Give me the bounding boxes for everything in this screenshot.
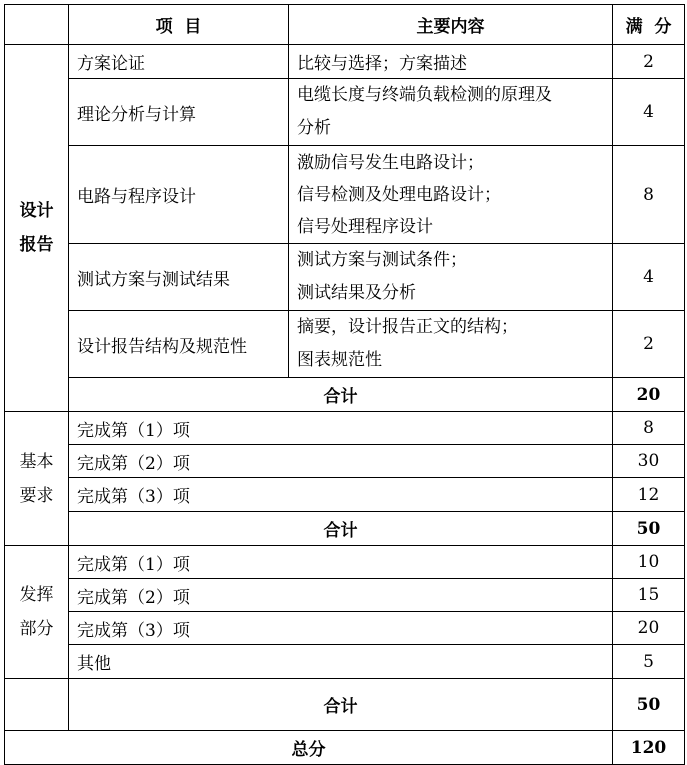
row-content: 比较与选择；方案描述 [289,45,613,79]
row-score: 8 [613,146,685,244]
header-score: 满 分 [613,5,685,45]
row-score: 20 [613,612,685,645]
row-item: 完成第（2）项 [69,445,613,478]
total-label: 总分 [5,731,613,765]
row-score: 15 [613,579,685,612]
row-item: 理论分析与计算 [69,79,289,146]
row-item: 方案论证 [69,45,289,79]
table-row [5,445,685,478]
row-item: 完成第（3）项 [69,612,613,645]
row-item: 完成第（2）项 [69,579,613,612]
row-item: 设计报告结构及规范性 [69,311,289,378]
section-design-report: 设计 报告 [5,45,69,412]
total-score: 120 [613,731,685,765]
subtotal-score: 50 [613,512,685,546]
row-item: 测试方案与测试结果 [69,244,289,311]
subtotal-row [5,679,685,731]
row-item: 完成第（3）项 [69,478,613,512]
table-row [5,412,685,445]
row-score: 8 [613,412,685,445]
section-basic: 基本 要求 [5,412,69,546]
table-row [5,645,685,679]
row-content: 电缆长度与终端负载检测的原理及 分析 [289,79,613,146]
section-extended: 发挥 部分 [5,546,69,679]
subtotal-row [5,378,685,412]
row-score: 4 [613,244,685,311]
table-row [5,45,685,79]
subtotal-row [5,512,685,546]
row-score: 2 [613,311,685,378]
row-item: 完成第（1）项 [69,412,613,445]
row-score: 30 [613,445,685,478]
table-row [5,546,685,579]
total-row [5,731,685,765]
row-content: 激励信号发生电路设计； 信号检测及处理电路设计； 信号处理程序设计 [289,146,613,244]
header-row [5,5,685,45]
table-row [5,579,685,612]
table-row [5,244,685,311]
row-item: 完成第（1）项 [69,546,613,579]
subtotal-label: 合计 [69,378,613,412]
table-row [5,311,685,378]
subtotal-label: 合计 [69,679,613,731]
header-blank [5,5,69,45]
table-row [5,79,685,146]
table-row [5,612,685,645]
row-score: 5 [613,645,685,679]
row-score: 2 [613,45,685,79]
row-content: 测试方案与测试条件； 测试结果及分析 [289,244,613,311]
row-item: 其他 [69,645,613,679]
subtotal-label: 合计 [69,512,613,546]
subtotal-score: 50 [613,679,685,731]
subtotal-score: 20 [613,378,685,412]
row-content: 摘要，设计报告正文的结构； 图表规范性 [289,311,613,378]
row-score: 10 [613,546,685,579]
header-content: 主要内容 [289,5,613,45]
subtotal-blank [5,679,69,731]
row-score: 4 [613,79,685,146]
row-score: 12 [613,478,685,512]
row-item: 电路与程序设计 [69,146,289,244]
table-row [5,478,685,512]
table-row [5,146,685,244]
header-item: 项 目 [69,5,289,45]
score-table [4,4,685,765]
